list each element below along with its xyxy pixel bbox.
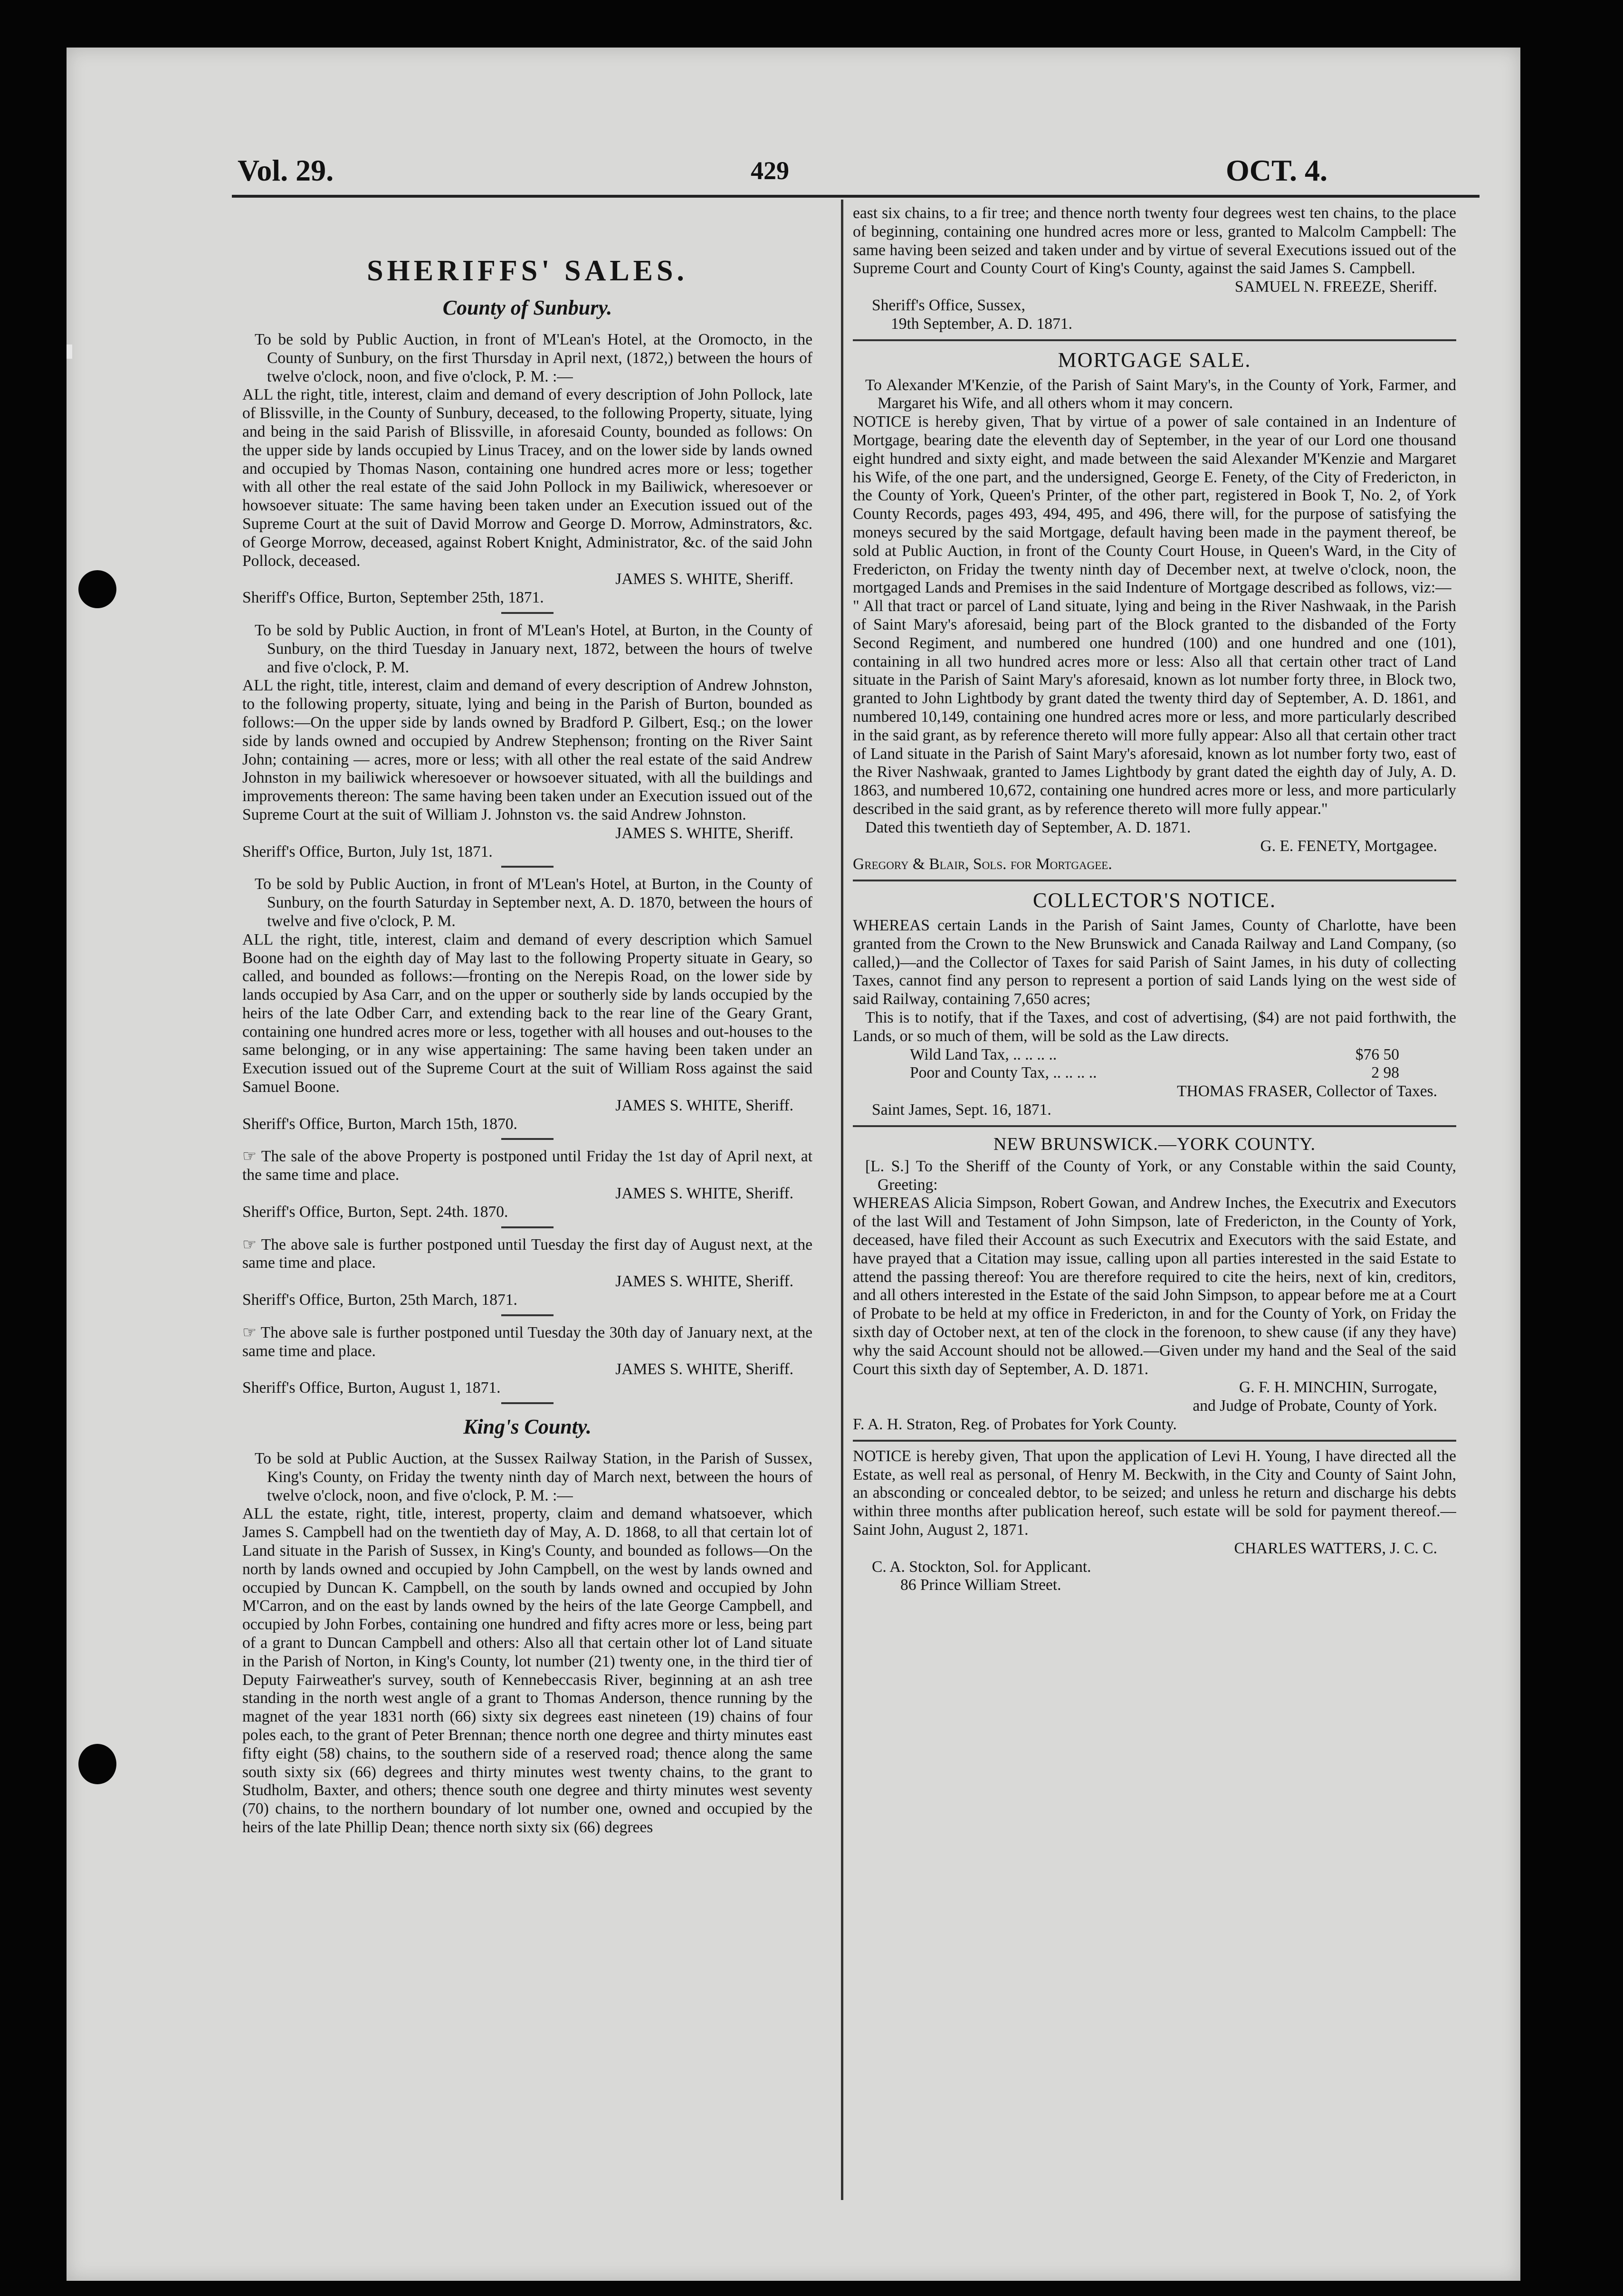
mortgage-body: NOTICE is hereby given, That by virtue of a power of sale contained in an Indenture of Mortgage, bearing date the eleventh day of September, in the year of our Lord one thousand eight hundred and sixty eight, and made between the said Alexander M'Kenzie and Margaret his Wife, of the one part, and the undersigned, George E. Fenety, of the City of Fredericton, in the County of York, Queen's Printer, of the other part, registered in Book T, No. 2, of York County Records, pages 493, 494, 495, and 496, there will, for the purpose of satisfying the moneys secured by the said Mortgage, default having been made in the payment thereof, be sold at Public Auction, in front of the County Court House, in Queen's Ward, in the City of Fredericton, on Friday the twenty ninth day of December next, at twelve o'clock, noon, the mortgaged Lands and Premises in the said Indenture of Mortgage described as follows, viz:—: [853, 413, 1456, 597]
notice-intro: To be sold by Public Auction, in front of M'Lean's Hotel, at the Oromocto, in the County of Sunbury, on the first Thursday in April next, (1872,) between the hours of twelve o'clock, noon, and five o'clock, P. M. :—: [255, 331, 812, 385]
collector-title: COLLECTOR'S NOTICE.: [1032, 889, 1276, 912]
notice-intro: To be sold by Public Auction, in front of M'Lean's Hotel, at Burton, in the County of Sunbury, on the third Tuesday in January next, 1872, between the hours of twelve and five o'clock, P. M.: [255, 621, 812, 676]
debtor-notice-solicitor: C. A. Stockton, Sol. for Applicant.: [872, 1558, 1091, 1576]
separator: [501, 1314, 554, 1316]
separator: [853, 1125, 1456, 1127]
county-heading-kings: King's County.: [463, 1415, 592, 1439]
notice-signature: JAMES S. WHITE, Sheriff.: [615, 1185, 793, 1203]
notice-signature: JAMES S. WHITE, Sheriff.: [615, 1360, 793, 1378]
separator: [501, 612, 554, 614]
header-rule: [232, 195, 1480, 198]
mortgage-signature: G. E. FENETY, Mortgagee.: [1260, 837, 1437, 855]
notice-campbell: [242, 1450, 812, 1837]
probate-title: NEW BRUNSWICK.—YORK COUNTY.: [993, 1134, 1316, 1154]
notice-signature: SAMUEL N. FREEZE, Sheriff.: [1234, 278, 1437, 296]
notice-office: Sheriff's Office, Sussex,: [872, 296, 1026, 314]
tax-label: Wild Land Tax, .. .. .. ..: [910, 1045, 1057, 1063]
absconding-debtor-notice: [853, 1447, 1456, 1595]
notice-signature: JAMES S. WHITE, Sheriff.: [615, 1096, 793, 1114]
collectors-notice: [853, 887, 1456, 1119]
page-number: 429: [751, 156, 789, 185]
notice-signature: JAMES S. WHITE, Sheriff.: [615, 570, 793, 588]
postponement-text: ☞ The sale of the above Property is postponed until Friday the 1st day of April next, at the same time and place.: [242, 1148, 812, 1184]
collector-place-date: Saint James, Sept. 16, 1871.: [872, 1101, 1051, 1119]
tax-row-wild-land: [853, 1046, 1456, 1064]
postponement-1: [242, 1148, 812, 1221]
mortgage-sale: [853, 347, 1456, 874]
tax-value: 2 98: [1371, 1064, 1399, 1082]
debtor-notice-body: NOTICE is hereby given, That upon the application of Levi H. Young, I have directed all the Estate, as well real as personal, of Henry M. Beckwith, in the City and County of Saint John, an absconding or concealed debtor, to be seized; and unless he return and discharge his debts within three months after publication hereof, such estate will be sold for payment thereof.— Saint John, August 2, 1871.: [853, 1447, 1456, 1539]
separator: [501, 866, 554, 868]
left-column: [242, 209, 812, 2233]
notice-signature: JAMES S. WHITE, Sheriff.: [615, 1272, 793, 1291]
binding-hole-bottom: [78, 1744, 116, 1784]
postponement-2: [242, 1236, 812, 1310]
postponement-text: ☞ The above sale is further postponed until Tuesday the first day of August next, at the same time and place.: [242, 1235, 812, 1272]
collector-signature: THOMAS FRASER, Collector of Taxes.: [1177, 1082, 1437, 1100]
separator: [501, 1226, 554, 1228]
notice-office: Sheriff's Office, Burton, July 1st, 1871.: [242, 842, 493, 861]
notice-body: ALL the right, title, interest, claim and demand of every description which Samuel Boone had on the eighth day of May last to the following Property situate in Geary, so called, and bounded as follows:—fronting on the Nerepis Road, on the lower side by lands occupied by Asa Carr, and on the upper or southerly side by lands occupied by the heirs of the late Odber Carr, and extending back to the rear line of the Geary Grant, containing one hundred acres more or less, together with all houses and out-houses to the same belonging, or in any wise appertaining: The same having been taken under an Execution issued out of the Supreme Court at the suit of William Ross against the said Samuel Boone.: [242, 930, 812, 1096]
collector-notify: This is to notify, that if the Taxes, and cost of advertising, ($4) are not paid forthwith, the Lands, or so much of them, will be sold as the Law directs.: [853, 1009, 1456, 1045]
separator: [501, 1402, 554, 1404]
page-edge-mark: [67, 344, 72, 359]
separator: [853, 880, 1456, 881]
binding-hole-top: [78, 570, 116, 608]
probate-registrar: F. A. H. Straton, Reg. of Probates for York County.: [853, 1416, 1177, 1434]
separator: [501, 1138, 554, 1140]
notice-body: ALL the estate, right, title, interest, property, claim and demand whatsoever, which James S. Campbell had on the twentieth day of May, A. D. 1868, to all that certain lot of Land situate in the Parish of Sussex, in King's County, and bounded as follows—On the north by lands owned and occupied by John Campbell, on the west by lands owned and occupied by Duncan K. Campbell, on the south by lands owned and occupied by John M'Carron, and on the east by lands owned by the heirs of the late George Campbell, and occupied by John Forbes, containing one hundred and fifty acres more or less, being part of a grant to Duncan Campbell and others: Also all that certain other lot of Land situate in the Parish of Norton, in King's County, lot number (21) twenty one, in the third tier of Deputy Fairweather's survey, south of Kennebeccasis River, beginning at an ash tree standing in the north west angle of a grant to Thomas Anderson, thence running by the magnet of the year 1831 north (66) sixty six degrees east nineteen (19) chains of four poles each, to the grant of Peter Brennan; thence north one degree and thirty minutes east fifty eight (58) chains, to the southern side of a reserved road; thence along the same south sixty six (66) degrees and thirty minutes west twenty chains, to the grant to Studholm, Baxter, and others; thence south one degree and thirty minutes west seventy (70) chains, to the northern boundary of lot number one, owned and occupied by the heirs of the late Phillip Dean; thence north sixty six (66) degrees: [242, 1505, 812, 1836]
mortgage-title: MORTGAGE SALE.: [1058, 348, 1251, 372]
postponement-3: [242, 1324, 812, 1397]
notice-body: ALL the right, title, interest, claim and demand of every description of John Pollock, late of Blissville, in the County of Sunbury, deceased, to the following Property, situate, lying and being in the said Parish of Blissville, in aforesaid County, bounded as follows: On the upper side by lands occupied by Linus Tracey, and on the lower side by lands owned and occupied by Thomas Nason, containing one hundred acres more or less; together with all other the real estate of the said John Pollock in my Bailiwick, wheresoever or howsoever situate: The same having been taken under an Execution issued out of the Supreme Court at the suit of David Morrow and George D. Morrow, Adminstrators, &c. of George Morrow, deceased, against Robert Knight, Administrator, &c. of the said John Pollock, deceased.: [242, 386, 812, 570]
notice-campbell-continued: [853, 204, 1456, 334]
volume-number: Vol. 29.: [238, 153, 334, 187]
separator: [853, 1440, 1456, 1442]
notice-office: Sheriff's Office, Burton, 25th March, 1871.: [242, 1291, 517, 1309]
notice-office-date: 19th September, A. D. 1871.: [891, 315, 1073, 333]
separator: [853, 339, 1456, 341]
debtor-notice-address: 86 Prince William Street.: [900, 1576, 1061, 1594]
county-heading-sunbury: County of Sunbury.: [442, 296, 612, 319]
mortgage-addressee: To Alexander M'Kenzie, of the Parish of Saint Mary's, in the County of York, Farmer, and Margaret his Wife, and all others whom it may concern.: [865, 376, 1456, 412]
right-column: [853, 204, 1456, 2229]
notice-intro: To be sold at Public Auction, at the Sussex Railway Station, in the Parish of Sussex, King's County, on Friday the twenty ninth day of March next, between the hours of twelve o'clock, noon, and five o'clock, P. M. :—: [255, 1450, 812, 1504]
notice-intro: To be sold by Public Auction, in front of M'Lean's Hotel, at Burton, in the County of Sunbury, on the fourth Saturday in September next, A. D. 1870, between the hours of twelve and five o'clock, P. M.: [255, 875, 812, 930]
notice-pollock: [242, 331, 812, 607]
debtor-notice-signature: CHARLES WATTERS, J. C. C.: [1234, 1539, 1437, 1557]
tax-label: Poor and County Tax, .. .. .. ..: [910, 1064, 1097, 1082]
probate-signature-title: and Judge of Probate, County of York.: [1193, 1397, 1437, 1415]
continued-body: east six chains, to a fir tree; and thence north twenty four degrees west ten chains, to the place of beginning, containing one hundred acres more or less, granted to Malcolm Campbell: The same having been seized and taken under and by virtue of several Executions issued out of the Supreme Court and County Court of King's County, against the said James S. Campbell.: [853, 204, 1456, 277]
notice-johnston: [242, 622, 812, 861]
section-title: SHERIFFS' SALES.: [367, 255, 688, 287]
notice-office: Sheriff's Office, Burton, August 1, 1871.: [242, 1379, 501, 1397]
notice-office: Sheriff's Office, Burton, March 15th, 1870.: [242, 1115, 517, 1133]
postponement-text: ☞ The above sale is further postponed until Tuesday the 30th day of January next, at the same time and place.: [242, 1323, 812, 1360]
column-divider: [841, 200, 843, 2200]
mortgage-dated: Dated this twentieth day of September, A. D. 1871.: [865, 818, 1191, 836]
notice-body: ALL the right, title, interest, claim and demand of every description of Andrew Johnston, to the following property, situate, lying and being in the Parish of Burton, bounded as follows:—On the upper side by lands owned by Bradford P. Gilbert, Esq.; on the lower side by lands owned and occupied by Andrew Stephenson; fronting on the River Saint John; containing — acres, more or less; with all other the real estate of the said Andrew Johnston in my bailiwick wheresoever or howsoever situated, with all the buildings and improvements thereon: The same having been taken under an Execution issued out of the Supreme Court at the suit of William J. Johnston vs. the said Andrew Johnston.: [242, 677, 812, 823]
collector-body: WHEREAS certain Lands in the Parish of Saint James, County of Charlotte, have been granted from the Crown to the New Brunswick and Canada Railway and Land Company, (so called,)—and the Collector of Taxes for said Parish of Saint James, in his duty of collecting Taxes, cannot find any person to represent a portion of said Lands lying on the west side of said Railway, containing 7,650 acres;: [853, 917, 1456, 1008]
tax-row-poor-county: [853, 1064, 1456, 1082]
probate-seal-line: [L. S.] To the Sheriff of the County of York, or any Constable within the said County, Greeting:: [865, 1157, 1456, 1194]
notice-boone: [242, 875, 812, 1133]
mortgage-solicitors: Gregory & Blair, Sols. for Mortgagee.: [853, 855, 1112, 873]
issue-date: OCT. 4.: [1226, 153, 1327, 187]
probate-signature: G. F. H. MINCHIN, Surrogate,: [1239, 1378, 1437, 1397]
notice-signature: JAMES S. WHITE, Sheriff.: [615, 824, 793, 842]
probate-citation: [853, 1133, 1456, 1434]
probate-body: WHEREAS Alicia Simpson, Robert Gowan, and Andrew Inches, the Executrix and Executors of the last Will and Testament of John Simpson, late of Fredericton, in the County of York, deceased, have filed their Account as such Executrix and Executors with the said Estate, and have prayed that a Citation may issue, calling upon all parties interested in the said Estate to attend the passing thereof: You are therefore required to cite the heirs, next of kin, creditors, and all others interested in the Estate of the said John Simpson, to appear before me at a Court of Probate to be held at my office in Fredericton, in and for the County of York, on Friday the sixth day of October next, at ten of the clock in the forenoon, to shew cause (if any they have) why the said Account should not be allowed.—Given under my hand and the Seal of the said Court this sixth day of September, A. D. 1871.: [853, 1194, 1456, 1378]
tax-value: $76 50: [1355, 1045, 1399, 1063]
mortgage-quote: " All that tract or parcel of Land situate, lying and being in the River Nashwaak, in the Parish of Saint Mary's aforesaid, being part of the Block granted to the disbanded of the Forty Second Regiment, and numbered one hundred (100) and one hundred and one (101), containing in all two hundred acres more or less: Also all that certain other tract of Land situate in the Parish of Saint Mary's aforesaid, known as lot number forty three, in Block two, granted to John Lightbody by grant dated the twenty third day of September, A. D. 1861, and numbered 10,149, containing one hundred acres more or less, and more particularly described in the said grant, as by reference thereto will more fully appear: Also all that certain other tract of Land situate in the Parish of Saint Mary's aforesaid, known as lot number forty two, east of the River Nashwaak, granted to James Lightbody by grant dated the eighth day of July, A. D. 1863, and numbered 10,672, containing one hundred acres more or less, and more particularly described in the said grant, as by reference thereto will more fully appear.": [853, 597, 1456, 818]
notice-office: Sheriff's Office, Burton, Sept. 24th. 1870.: [242, 1203, 508, 1221]
newspaper-page: [67, 48, 1520, 2281]
notice-office: Sheriff's Office, Burton, September 25th, 1871.: [242, 589, 544, 607]
